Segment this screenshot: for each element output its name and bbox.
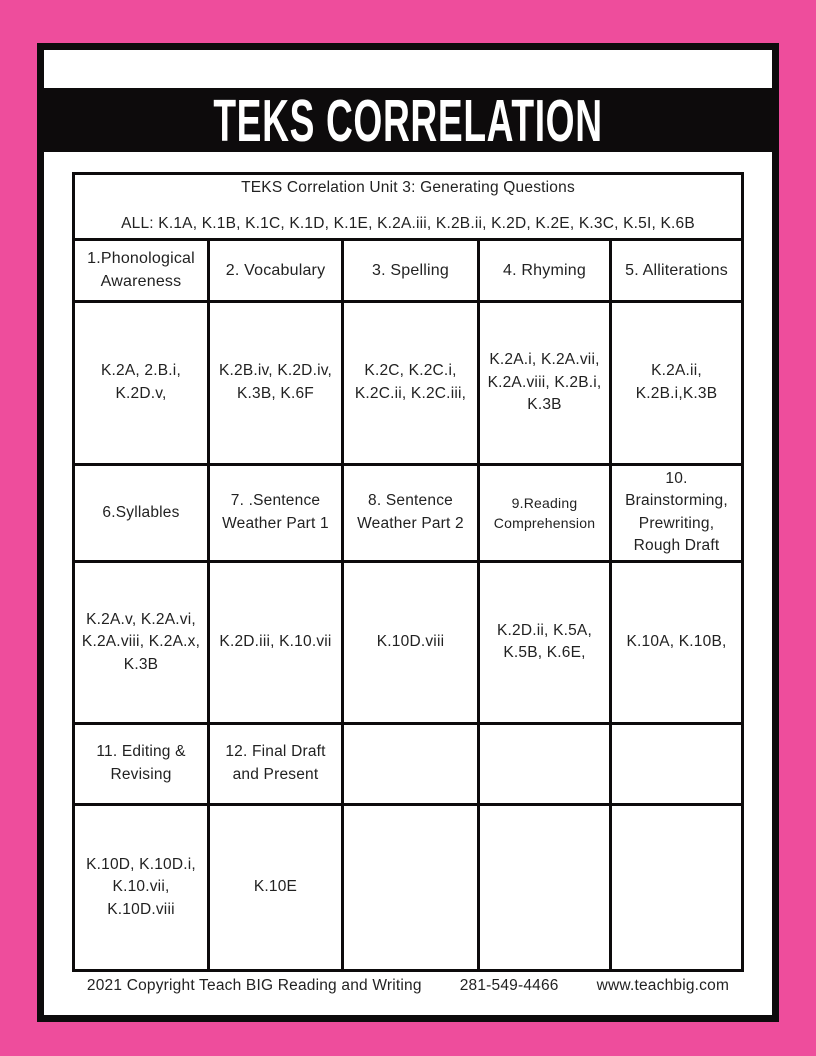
- header-empty-1: [343, 723, 479, 804]
- codes-reading-comprehension: K.2D.ii, K.5A, K.5B, K.6E,: [479, 561, 611, 723]
- section3-values-row: [74, 804, 743, 970]
- codes-alliterations: K.2A.ii, K.2B.i,K.3B: [611, 301, 743, 464]
- codes-vocabulary: K.2B.iv, K.2D.iv, K.3B, K.6F: [209, 301, 343, 464]
- codes-brainstorming: K.10A, K.10B,: [611, 561, 743, 723]
- header-spelling: 3. Spelling: [343, 239, 479, 301]
- codes-empty-3: [611, 804, 743, 970]
- codes-syllables: K.2A.v, K.2A.vi, K.2A.viii, K.2A.x, K.3B: [74, 561, 209, 723]
- header-final-draft: 12. Final Draft and Present: [209, 723, 343, 804]
- codes-phonological-awareness: K.2A, 2.B.i, K.2D.v,: [74, 301, 209, 464]
- section3-header-row: [74, 723, 743, 804]
- header-alliterations: 5. Alliterations: [611, 239, 743, 301]
- codes-final-draft: K.10E: [209, 804, 343, 970]
- footer-website: www.teachbig.com: [596, 976, 730, 994]
- header-editing-revising: 11. Editing & Revising: [74, 723, 209, 804]
- top-white-strip: [44, 50, 772, 88]
- header-reading-comprehension: 9.Reading Comprehension: [479, 464, 611, 561]
- header-sentence-weather-1: 7. .Sentence Weather Part 1: [209, 464, 343, 561]
- header-vocabulary: 2. Vocabulary: [209, 239, 343, 301]
- header-syllables: 6.Syllables: [74, 464, 209, 561]
- codes-empty-1: [343, 804, 479, 970]
- footer-phone: 281-549-4466: [459, 976, 559, 994]
- section2-values-row: [74, 561, 743, 723]
- footer-copyright: 2021 Copyright Teach BIG Reading and Writing: [86, 976, 422, 994]
- content-area: [44, 152, 772, 1015]
- header-empty-2: [479, 723, 611, 804]
- header-brainstorming: 10. Brainstorming, Prewriting, Rough Draft: [611, 464, 743, 561]
- title-banner: [44, 88, 772, 152]
- header-rhyming: 4. Rhyming: [479, 239, 611, 301]
- codes-sentence-weather-2: K.10D.viii: [343, 561, 479, 723]
- codes-rhyming: K.2A.i, K.2A.vii, K.2A.viii, K.2B.i, K.3B: [479, 301, 611, 464]
- section1-values-row: [74, 301, 743, 464]
- codes-sentence-weather-1: K.2D.iii, K.10.vii: [209, 561, 343, 723]
- section1-header-row: [74, 239, 743, 301]
- table-title-cell: [74, 174, 743, 240]
- header-sentence-weather-2: 8. Sentence Weather Part 2: [343, 464, 479, 561]
- table-title-row: [74, 174, 743, 240]
- section2-header-row: [74, 464, 743, 561]
- codes-spelling: K.2C, K.2C.i, K.2C.ii, K.2C.iii,: [343, 301, 479, 464]
- worksheet-board: [37, 43, 779, 1022]
- page-title: TEKS CORRELATION: [213, 88, 603, 152]
- codes-editing-revising: K.10D, K.10D.i, K.10.vii, K.10D.viii: [74, 804, 209, 970]
- teks-correlation-table: [72, 172, 744, 972]
- table-all-codes: ALL: K.1A, K.1B, K.1C, K.1D, K.1E, K.2A.iii, K.2B.ii, K.2D, K.2E, K.3C, K.5I, K.6B: [121, 215, 695, 233]
- table-title: TEKS Correlation Unit 3: Generating Questions: [241, 179, 575, 196]
- header-phonological-awareness: 1.Phonological Awareness: [74, 239, 209, 301]
- codes-empty-2: [479, 804, 611, 970]
- footer: [44, 977, 772, 995]
- header-empty-3: [611, 723, 743, 804]
